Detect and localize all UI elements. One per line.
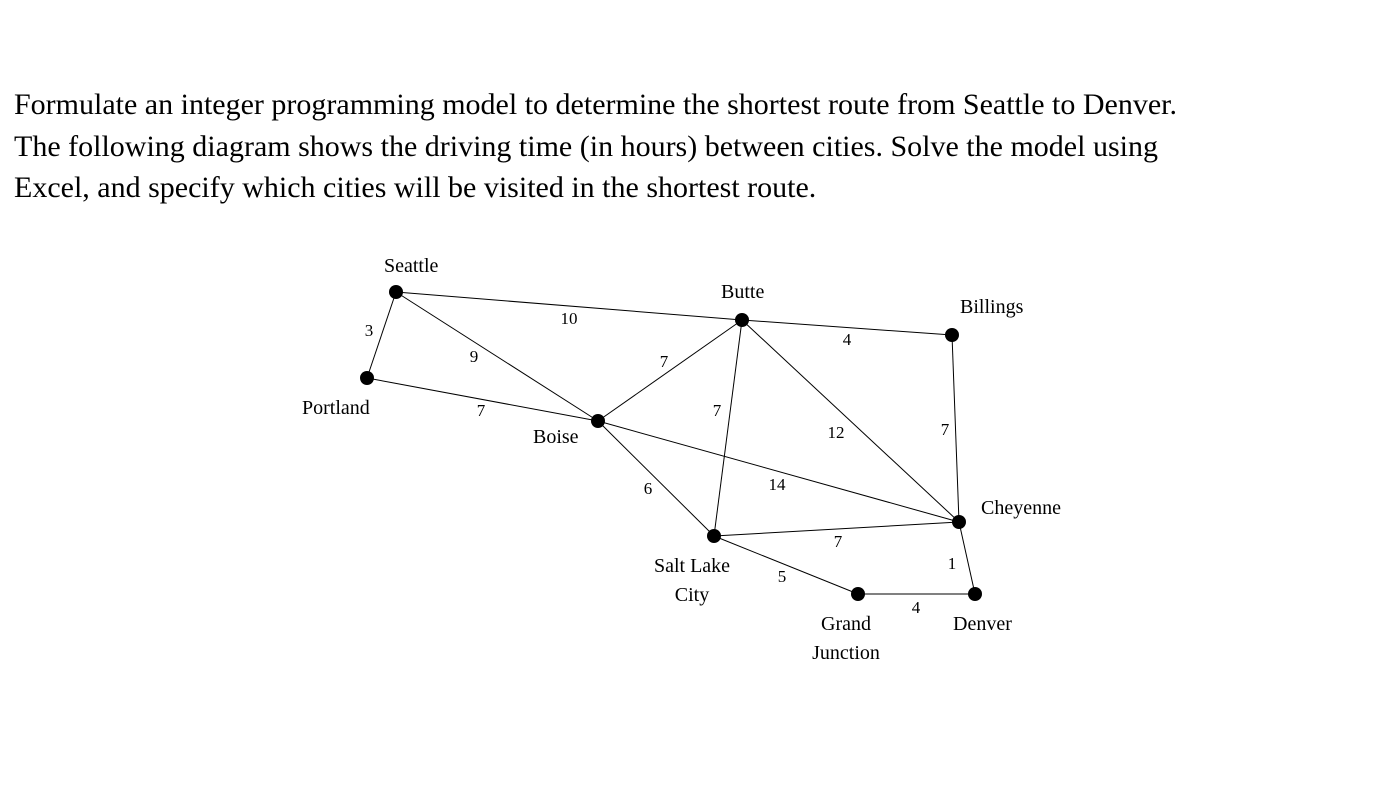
weight-billings-cheyenne: 7 — [940, 420, 950, 439]
label-seattle — [384, 255, 439, 277]
node-billings — [945, 328, 959, 342]
label-cheyenne — [981, 497, 1061, 519]
edge-cheyenne-denver — [959, 522, 975, 594]
label-boise-line-1: Boise — [533, 426, 579, 448]
city-labels — [302, 255, 1061, 664]
node-grand-junction — [851, 587, 865, 601]
problem-line-2: The following diagram shows the driving time (in hours) between cities. Solve the model using — [14, 129, 1158, 163]
label-seattle-line-1: Seattle — [384, 255, 439, 277]
edges-layer — [364, 292, 975, 594]
label-butte-line-1: Butte — [721, 281, 765, 303]
weight-salt-lake-city-cheyenne: 7 — [833, 532, 843, 551]
weight-boise-cheyenne: 14 — [768, 475, 786, 494]
weight-butte-billings: 4 — [842, 330, 852, 349]
node-cheyenne — [952, 515, 966, 529]
edge-butte-salt-lake-city — [714, 320, 742, 536]
label-billings-line-1: Billings — [960, 296, 1024, 318]
weight-butte-salt-lake-city: 7 — [712, 401, 722, 420]
weight-butte-cheyenne: 12 — [827, 423, 845, 442]
weight-salt-lake-city-grand-junction: 5 — [777, 567, 787, 586]
problem-line-1: Formulate an integer programming model to determine the shortest route from Seattle to Denver. — [14, 88, 1178, 121]
label-denver — [953, 613, 1012, 635]
weight-boise-butte: 7 — [659, 352, 669, 371]
label-grand-junction-line-2: Junction — [812, 642, 880, 664]
label-portland-line-1: Portland — [302, 397, 370, 419]
label-portland — [302, 397, 370, 419]
label-salt-lake-city-line-2: City — [674, 584, 710, 606]
edge-boise-salt-lake-city — [598, 421, 714, 536]
weight-seattle-boise: 9 — [469, 347, 479, 366]
problem-line-3: Excel, and specify which cities will be visited in the shortest route. — [14, 171, 817, 204]
node-denver — [968, 587, 982, 601]
label-cheyenne-line-1: Cheyenne — [981, 497, 1061, 519]
weight-cheyenne-denver: 1 — [947, 554, 957, 573]
weight-grand-junction-denver: 4 — [911, 598, 921, 617]
label-butte — [721, 281, 764, 303]
node-salt-lake-city — [707, 529, 721, 543]
node-butte — [735, 313, 749, 327]
label-boise — [533, 426, 579, 448]
label-salt-lake-city — [654, 555, 730, 606]
label-billings — [960, 296, 1024, 318]
label-grand-junction — [812, 613, 880, 664]
city-nodes — [360, 285, 982, 601]
label-salt-lake-city-line-1: Salt Lake — [653, 555, 731, 577]
weight-boise-salt-lake-city: 6 — [643, 479, 653, 498]
weight-seattle-butte: 10 — [560, 309, 578, 328]
label-denver-line-1: Denver — [953, 613, 1012, 635]
weight-seattle-portland: 3 — [364, 321, 374, 340]
node-seattle — [389, 285, 403, 299]
edge-billings-cheyenne — [952, 335, 959, 522]
node-portland — [360, 371, 374, 385]
weight-portland-boise: 7 — [476, 401, 486, 420]
label-grand-junction-line-1: Grand — [821, 613, 871, 635]
node-boise — [591, 414, 605, 428]
